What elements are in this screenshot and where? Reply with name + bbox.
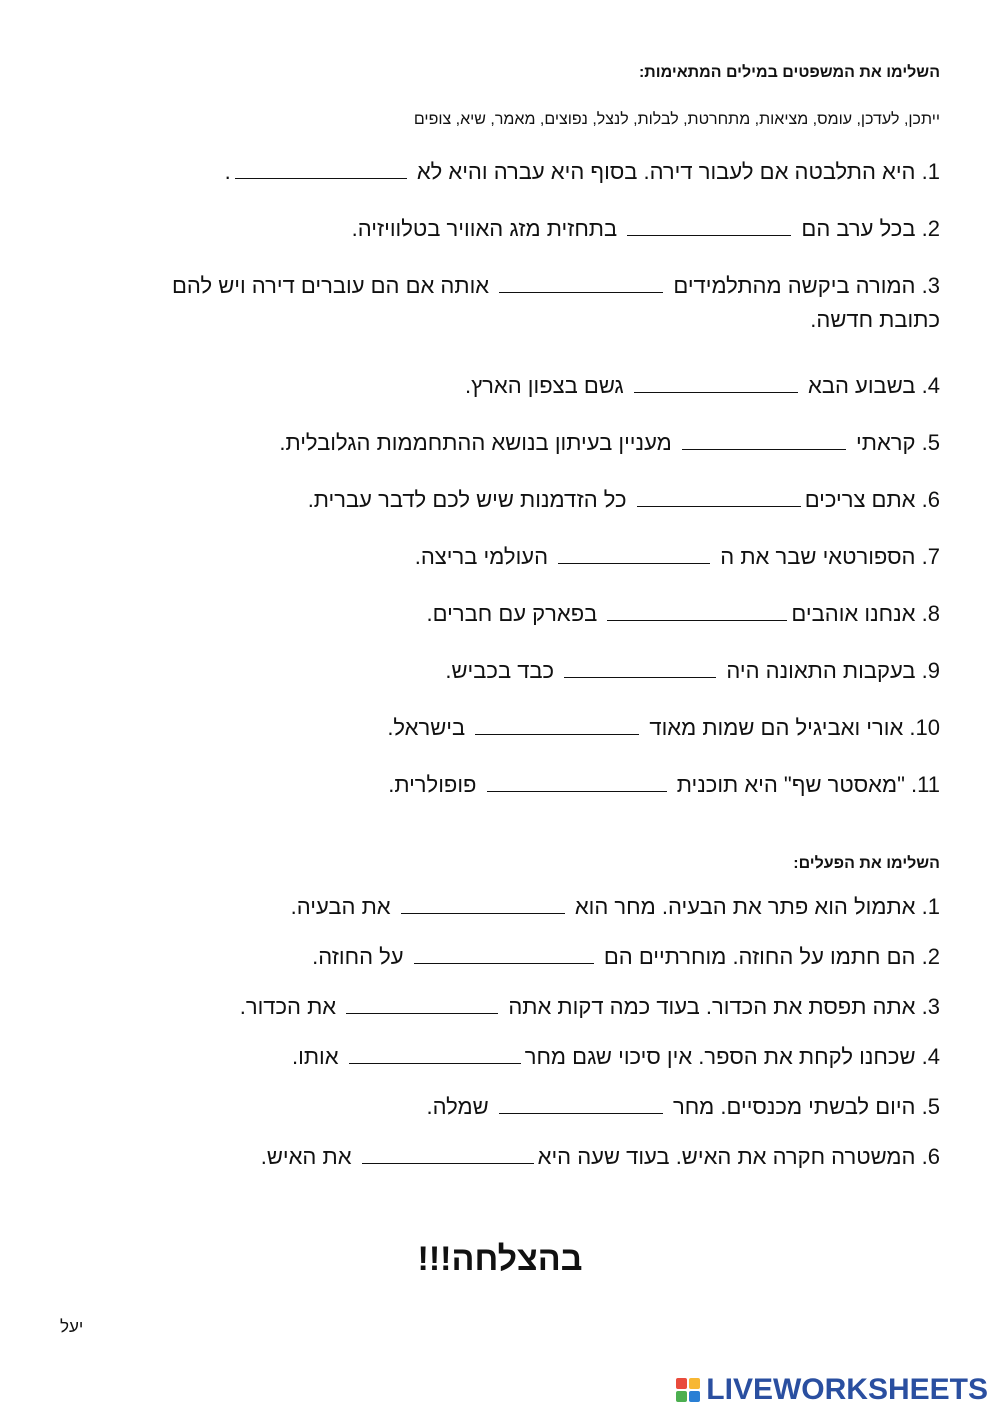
item-text-after: . <box>224 159 231 184</box>
item-text-before: אתם צריכים <box>804 487 916 512</box>
answer-blank[interactable] <box>637 488 801 507</box>
item-text-after: כל הזדמנות שיש לכם לדבר עברית. <box>307 487 627 512</box>
list-item <box>415 540 940 574</box>
item-number: 7. <box>921 544 940 569</box>
item-number: 4. <box>921 1044 940 1069</box>
item-text-before: אתה תפסת את הכדור. בעוד כמה דקות אתה <box>508 994 916 1019</box>
item-number: 3. <box>921 994 940 1019</box>
answer-blank[interactable] <box>349 1045 521 1064</box>
list-item <box>240 990 940 1024</box>
item-number: 2. <box>921 216 940 241</box>
list-item <box>427 597 940 631</box>
item-text-before: היום לבשתי מכנסיים. מחר <box>672 1094 916 1119</box>
list-item <box>445 654 940 688</box>
list-item <box>426 1090 940 1124</box>
item-text-before: בשבוע הבא <box>808 373 916 398</box>
answer-blank[interactable] <box>558 545 710 564</box>
answer-blank[interactable] <box>414 945 594 964</box>
item-text-after: שמלה. <box>426 1094 489 1119</box>
list-item <box>292 1040 940 1074</box>
item-text-after: פופולרית. <box>388 772 477 797</box>
item-number: 1. <box>921 159 940 184</box>
brand-text: LIVEWORKSHEETS <box>706 1373 988 1406</box>
answer-blank[interactable] <box>499 274 663 293</box>
item-text-after: מעניין בעיתון בנושא ההתחממות הגלובלית. <box>279 430 672 455</box>
item-number: 9. <box>921 658 940 683</box>
answer-blank[interactable] <box>634 374 798 393</box>
answer-blank[interactable] <box>401 895 565 914</box>
item-number: 10. <box>909 715 940 740</box>
item-number: 4. <box>921 373 940 398</box>
word-bank: ייתכן, לעדכן, עומס, מציאות, מתחרטת, לבלות, לנצל, נפוצים, מאמר, שיא, צופים <box>413 111 940 128</box>
answer-blank[interactable] <box>627 217 791 236</box>
answer-blank[interactable] <box>499 1095 663 1114</box>
list-item <box>312 940 940 974</box>
answer-blank[interactable] <box>475 716 639 735</box>
answer-blank[interactable] <box>235 160 407 179</box>
item-text-before: שכחנו לקחת את הספר. אין סיכוי שגם מחר <box>524 1044 916 1069</box>
item-text-after: העולמי בריצה. <box>414 544 549 569</box>
closing-message: בהצלחה!!! <box>417 1240 583 1278</box>
answer-blank[interactable] <box>607 602 787 621</box>
list-item <box>279 426 940 460</box>
list-item <box>308 483 940 517</box>
item-text-after: כבד בכביש. <box>445 658 555 683</box>
item-text-before: אורי ואביגיל הם שמות מאוד <box>649 715 904 740</box>
item-number: 3. <box>921 273 940 298</box>
list-item <box>352 212 940 246</box>
list-item <box>291 890 940 924</box>
section1-title: השלימו את המשפטים במילים המתאימות: <box>638 64 940 81</box>
liveworksheets-brand[interactable] <box>676 1372 988 1408</box>
list-item <box>387 711 940 745</box>
item-text-before: הספורטאי שבר את ה <box>720 544 916 569</box>
item-number: 5. <box>921 1094 940 1119</box>
list-item <box>465 369 940 403</box>
item-text-before: אתמול הוא פתר את הבעיה. מחר הוא <box>574 894 916 919</box>
item-number: 1. <box>921 894 940 919</box>
item-number: 8. <box>921 601 940 626</box>
item-number: 5. <box>921 430 940 455</box>
answer-blank[interactable] <box>682 431 846 450</box>
item-text-before: המורה ביקשה מהתלמידים <box>673 273 916 298</box>
item-text-before: אנחנו אוהבים <box>791 601 916 626</box>
item-text-after: בתחזית מזג האוויר בטלוויזיה. <box>351 216 618 241</box>
list-item <box>225 155 940 189</box>
item-text-before: היא התלבטה אם לעבור דירה. בסוף היא עברה והיא לא <box>416 159 916 184</box>
item-number: 2. <box>921 944 940 969</box>
answer-blank[interactable] <box>564 659 716 678</box>
item-text-before: המשטרה חקרה את האיש. בעוד שעה היא <box>537 1144 916 1169</box>
answer-blank[interactable] <box>362 1145 534 1164</box>
list-item <box>388 768 940 802</box>
item-text-before: הם חתמו על החוזה. מוחרתיים הם <box>603 944 916 969</box>
item-text-after: את הבעיה. <box>290 894 391 919</box>
answer-blank[interactable] <box>346 995 498 1014</box>
list-item <box>261 1140 940 1174</box>
item-text-after: אותו. <box>292 1044 339 1069</box>
item-text-after: את הכדור. <box>239 994 337 1019</box>
item-text-after: בפארק עם חברים. <box>426 601 598 626</box>
liveworksheets-logo-icon <box>676 1378 700 1402</box>
item-text-after: על החוזה. <box>312 944 404 969</box>
item-text-before: בעקבות התאונה היה <box>726 658 916 683</box>
item-text-before: "מאסטר שף" היא תוכנית <box>676 772 905 797</box>
answer-blank[interactable] <box>487 773 667 792</box>
item-number: 6. <box>921 1144 940 1169</box>
item-text-after: את האיש. <box>260 1144 352 1169</box>
item-text-before: בכל ערב הם <box>801 216 916 241</box>
list-item <box>120 269 940 337</box>
item-text-before: קראתי <box>856 430 916 455</box>
author-name: יעל <box>60 1317 84 1336</box>
item-text-after: גשם בצפון הארץ. <box>464 373 624 398</box>
item-number: 11. <box>911 772 940 797</box>
section2-title: השלימו את הפעלים: <box>793 855 940 872</box>
item-text-after: אותה אם הם עוברים דירה ויש להם כתובת חדשה. <box>172 273 940 332</box>
item-number: 6. <box>921 487 940 512</box>
item-text-after: בישראל. <box>387 715 466 740</box>
